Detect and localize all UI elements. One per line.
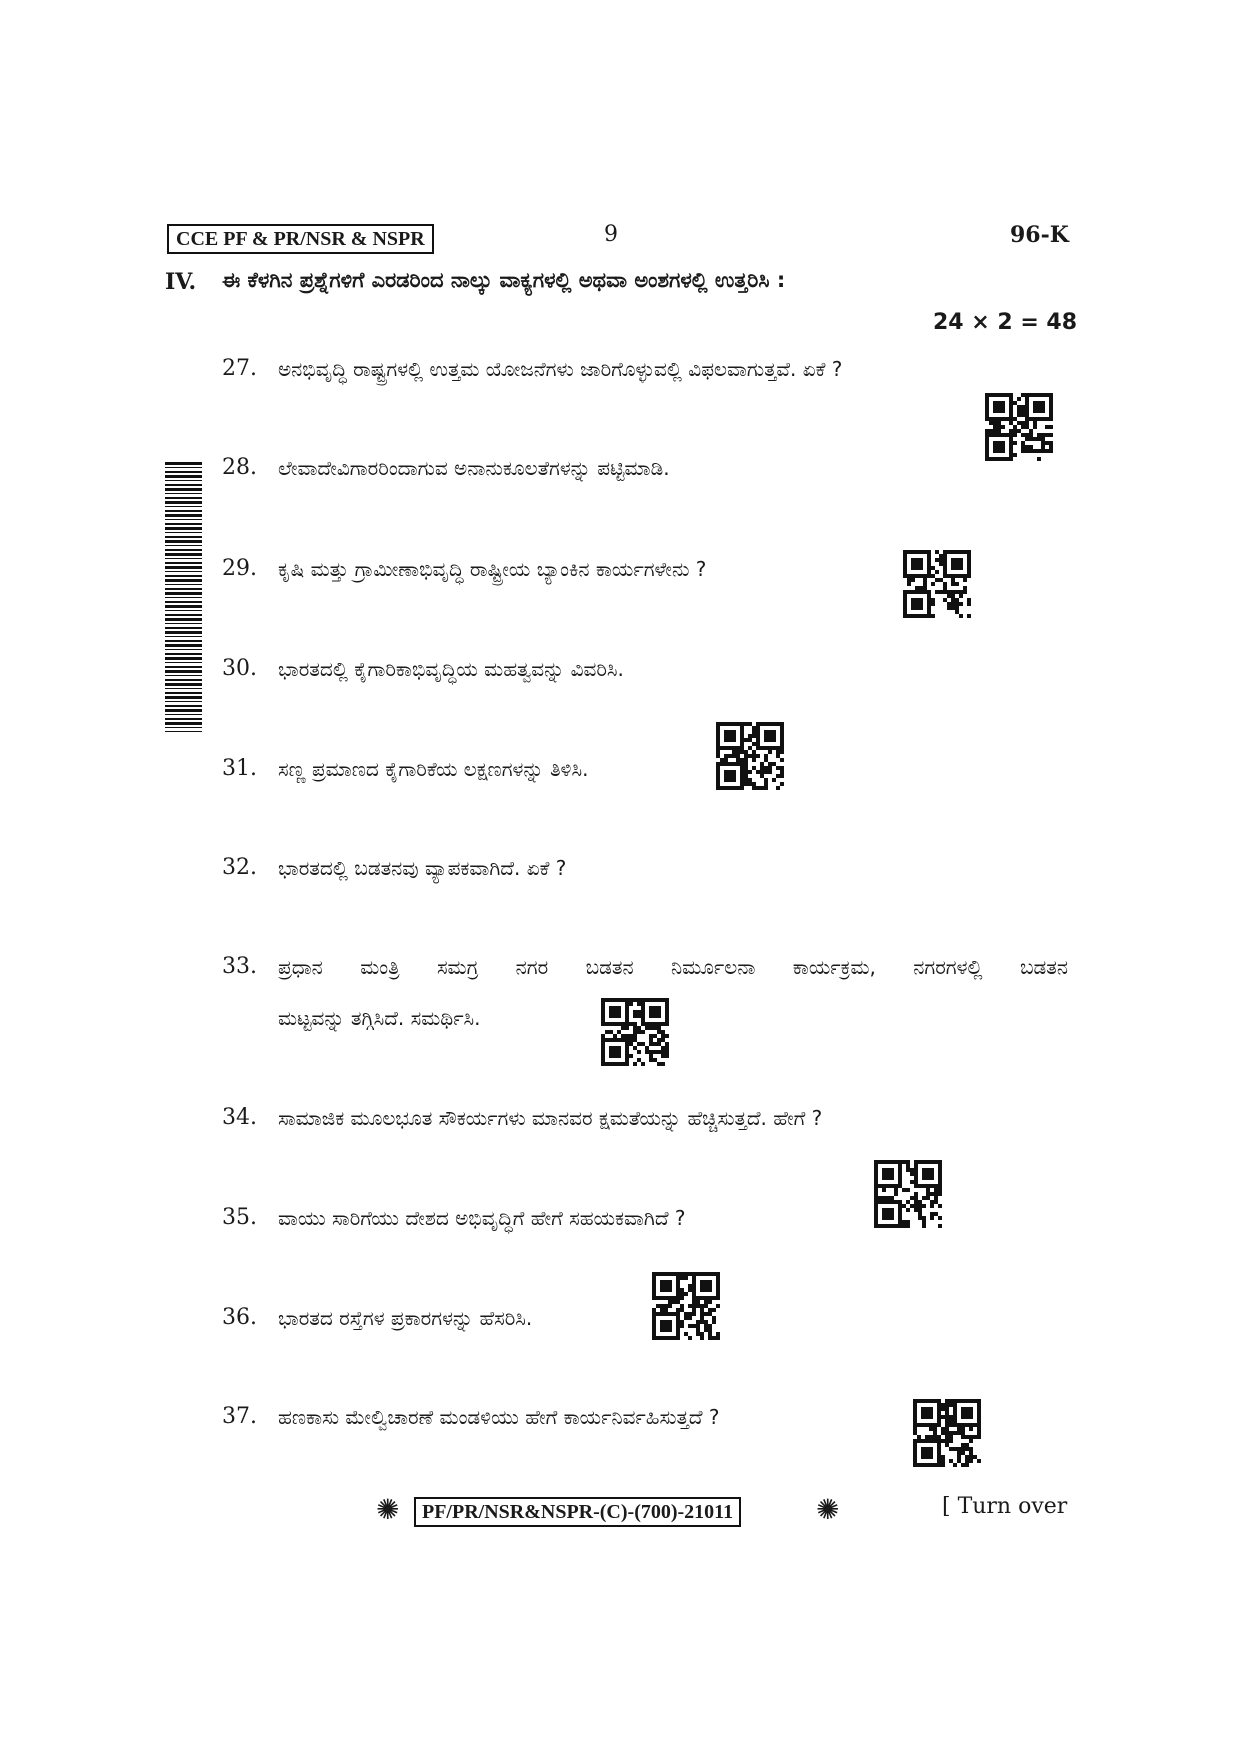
question-text: ಭಾರತದ ರಸ್ತೆಗಳ ಪ್ರಕಾರಗಳನ್ನು ಹೆಸರಿಸಿ. — [278, 1306, 533, 1330]
barcode-icon — [165, 462, 202, 732]
qr-code-icon — [913, 1399, 981, 1467]
question-text: ಭಾರತದಲ್ಲಿ ಕೈಗಾರಿಕಾಭಿವೃದ್ಧಿಯ ಮಹತ್ವವನ್ನು ವಿವರಿಸಿ. — [278, 657, 624, 681]
question-number: 30. — [222, 656, 257, 681]
question-number: 35. — [222, 1205, 257, 1230]
question-number: 31. — [222, 756, 257, 781]
qr-code-icon — [874, 1160, 942, 1228]
question-text: ಲೇವಾದೇವಿಗಾರರಿಂದಾಗುವ ಅನಾನುಕೂಲತೆಗಳನ್ನು ಪಟ್ಟಿಮಾಡಿ. — [278, 456, 670, 480]
question-number: 36. — [222, 1305, 257, 1330]
section-marks: 24 × 2 = 48 — [933, 310, 1078, 335]
qr-code-icon — [903, 550, 971, 618]
sunburst-icon: ✺ — [376, 1493, 400, 1526]
question-number: 29. — [222, 556, 257, 581]
header-box: CCE PF & PR/NSR & NSPR — [167, 224, 434, 254]
turn-over-label: [ Turn over — [942, 1494, 1068, 1519]
question-number: 32. — [222, 855, 257, 880]
qr-code-icon — [601, 998, 669, 1066]
section-instruction: ಈ ಕೆಳಗಿನ ಪ್ರಶ್ನೆಗಳಿಗೆ ಎರಡರಿಂದ ನಾಲ್ಕು ವಾಕ್ಯಗಳಲ್ಲಿ ಅಥವಾ ಅಂಶಗಳಲ್ಲಿ ಉತ್ತರಿಸಿ : — [222, 268, 786, 292]
question-text: ಪ್ರಧಾನ ಮಂತ್ರಿ ಸಮಗ್ರ ನಗರ ಬಡತನ ನಿರ್ಮೂಲನಾ ಕಾರ್ಯಕ್ರಮ, ನಗರಗಳಲ್ಲಿ ಬಡತನ — [278, 955, 1068, 979]
qr-code-icon — [652, 1272, 720, 1340]
question-number: 33. — [222, 954, 257, 979]
question-text: ವಾಯು ಸಾರಿಗೆಯು ದೇಶದ ಅಭಿವೃದ್ಧಿಗೆ ಹೇಗೆ ಸಹಯಕವಾಗಿದೆ ? — [278, 1206, 686, 1230]
question-number: 28. — [222, 455, 257, 480]
section-number: IV. — [165, 269, 197, 295]
sunburst-icon: ✺ — [816, 1493, 840, 1526]
question-text: ಸಾಮಾಜಿಕ ಮೂಲಭೂತ ಸೌಕರ್ಯಗಳು ಮಾನವರ ಕ್ಷಮತೆಯನ್ನು ಹೆಚ್ಚಿಸುತ್ತದೆ. ಹೇಗೆ ? — [278, 1106, 823, 1130]
footer-code: PF/PR/NSR&NSPR-(C)-(700)-21011 — [414, 1497, 741, 1527]
paper-code: 96-K — [1010, 222, 1069, 248]
question-text: ಅನಭಿವೃದ್ಧಿ ರಾಷ್ಟ್ರಗಳಲ್ಲಿ ಉತ್ತಮ ಯೋಜನೆಗಳು ಜಾರಿಗೊಳ್ಳುವಲ್ಲಿ ವಿಫಲವಾಗುತ್ತವೆ. ಏಕೆ ? — [278, 357, 843, 381]
question-number: 27. — [222, 356, 257, 381]
qr-code-icon — [985, 393, 1053, 461]
question-text: ಸಣ್ಣ ಪ್ರಮಾಣದ ಕೈಗಾರಿಕೆಯ ಲಕ್ಷಣಗಳನ್ನು ತಿಳಿಸಿ. — [278, 757, 589, 781]
qr-code-icon — [716, 722, 784, 790]
question-text: ಭಾರತದಲ್ಲಿ ಬಡತನವು ವ್ಯಾಪಕವಾಗಿದೆ. ಏಕೆ ? — [278, 856, 567, 880]
question-number: 34. — [222, 1105, 257, 1130]
question-text: ಕೃಷಿ ಮತ್ತು ಗ್ರಾಮೀಣಾಭಿವೃದ್ಧಿ ರಾಷ್ಟ್ರೀಯ ಬ್ಯಾಂಕಿನ ಕಾರ್ಯಗಳೇನು ? — [278, 557, 707, 581]
question-number: 37. — [222, 1404, 257, 1429]
question-text: ಹಣಕಾಸು ಮೇಲ್ವಿಚಾರಣೆ ಮಂಡಳಿಯು ಹೇಗೆ ಕಾರ್ಯನಿರ್ವಹಿಸುತ್ತದೆ ? — [278, 1405, 720, 1429]
question-text-continued: ಮಟ್ಟವನ್ನು ತಗ್ಗಿಸಿದೆ. ಸಮರ್ಥಿಸಿ. — [278, 1006, 481, 1030]
page-number: 9 — [604, 222, 618, 247]
